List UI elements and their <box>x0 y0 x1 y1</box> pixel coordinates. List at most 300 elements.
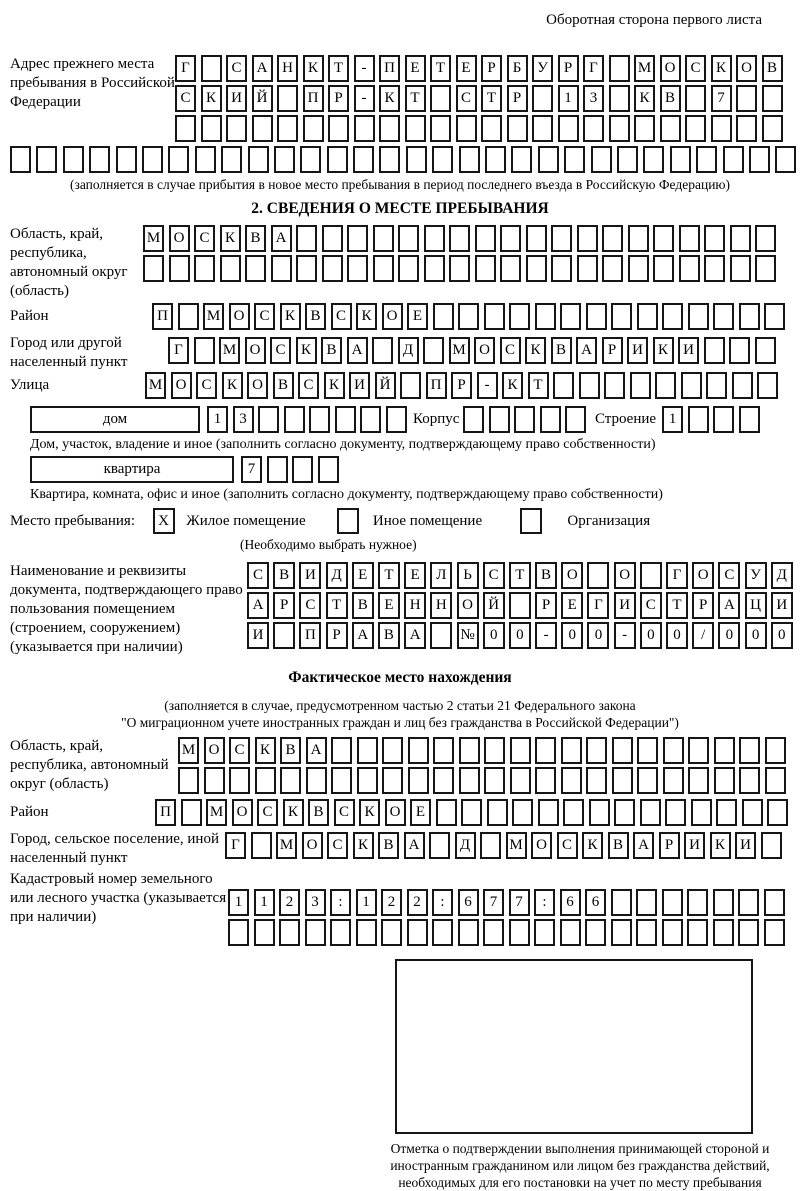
char-box[interactable] <box>252 115 273 142</box>
char-box[interactable] <box>221 146 242 173</box>
char-box[interactable] <box>585 919 606 946</box>
char-box[interactable] <box>458 303 479 330</box>
char-box[interactable] <box>356 919 377 946</box>
char-box[interactable]: 2 <box>279 889 300 916</box>
char-box[interactable] <box>577 255 598 282</box>
char-box[interactable] <box>514 406 535 433</box>
char-box[interactable] <box>764 889 785 916</box>
char-box[interactable]: К <box>653 337 674 364</box>
char-box[interactable]: К <box>255 737 276 764</box>
char-box[interactable]: К <box>280 303 301 330</box>
char-box[interactable]: С <box>299 592 321 619</box>
char-box[interactable]: И <box>735 832 756 859</box>
char-box[interactable] <box>500 225 521 252</box>
char-box[interactable]: Й <box>483 592 505 619</box>
char-box[interactable]: С <box>327 832 348 859</box>
char-box[interactable] <box>459 737 480 764</box>
char-box[interactable] <box>535 303 556 330</box>
char-box[interactable]: П <box>303 85 324 112</box>
char-box[interactable]: Е <box>561 592 583 619</box>
char-box[interactable] <box>204 767 225 794</box>
char-box[interactable] <box>765 737 786 764</box>
char-box[interactable] <box>609 115 630 142</box>
char-box[interactable]: К <box>356 303 377 330</box>
char-box[interactable] <box>685 85 706 112</box>
char-box[interactable] <box>688 767 709 794</box>
char-box[interactable]: А <box>404 832 425 859</box>
char-box[interactable] <box>609 85 630 112</box>
char-box[interactable] <box>487 799 508 826</box>
char-box[interactable] <box>561 767 582 794</box>
char-box[interactable]: 3 <box>233 406 254 433</box>
char-box[interactable] <box>510 737 531 764</box>
char-box[interactable]: В <box>245 225 266 252</box>
char-box[interactable] <box>687 889 708 916</box>
char-box[interactable] <box>327 146 348 173</box>
char-box[interactable] <box>357 767 378 794</box>
char-box[interactable] <box>688 406 709 433</box>
char-box[interactable]: Р <box>507 85 528 112</box>
char-box[interactable]: Е <box>410 799 431 826</box>
char-box[interactable] <box>634 115 655 142</box>
char-box[interactable] <box>637 737 658 764</box>
char-box[interactable]: В <box>660 85 681 112</box>
char-box[interactable]: Е <box>407 303 428 330</box>
char-box[interactable] <box>614 799 635 826</box>
char-box[interactable]: О <box>457 592 479 619</box>
char-box[interactable] <box>433 737 454 764</box>
char-box[interactable] <box>738 919 759 946</box>
char-box[interactable] <box>535 737 556 764</box>
char-box[interactable] <box>255 767 276 794</box>
char-box[interactable] <box>510 767 531 794</box>
char-box[interactable]: 7 <box>711 85 732 112</box>
char-box[interactable] <box>662 303 683 330</box>
char-box[interactable] <box>558 115 579 142</box>
char-box[interactable] <box>436 799 457 826</box>
char-box[interactable] <box>670 146 691 173</box>
char-box[interactable]: С <box>196 372 217 399</box>
char-box[interactable]: - <box>354 55 375 82</box>
char-box[interactable] <box>630 372 651 399</box>
char-box[interactable] <box>406 146 427 173</box>
char-box[interactable] <box>229 767 250 794</box>
char-box[interactable]: 6 <box>585 889 606 916</box>
char-box[interactable] <box>423 337 444 364</box>
char-box[interactable]: 7 <box>483 889 504 916</box>
char-box[interactable] <box>586 767 607 794</box>
char-box[interactable]: М <box>219 337 240 364</box>
char-box[interactable]: Е <box>456 55 477 82</box>
char-box[interactable]: А <box>306 737 327 764</box>
char-box[interactable]: Е <box>352 562 374 589</box>
char-box[interactable]: К <box>201 85 222 112</box>
char-box[interactable] <box>775 146 796 173</box>
char-box[interactable] <box>730 255 751 282</box>
char-box[interactable] <box>484 303 505 330</box>
char-box[interactable] <box>274 146 295 173</box>
char-box[interactable] <box>484 737 505 764</box>
char-box[interactable]: Т <box>481 85 502 112</box>
char-box[interactable]: Т <box>430 55 451 82</box>
char-box[interactable]: 1 <box>228 889 249 916</box>
char-box[interactable]: К <box>353 832 374 859</box>
char-box[interactable]: О <box>247 372 268 399</box>
char-box[interactable] <box>254 919 275 946</box>
char-box[interactable]: 1 <box>254 889 275 916</box>
char-box[interactable] <box>459 146 480 173</box>
char-box[interactable] <box>379 115 400 142</box>
char-box[interactable]: С <box>334 799 355 826</box>
char-box[interactable] <box>432 146 453 173</box>
char-box[interactable] <box>602 225 623 252</box>
char-box[interactable] <box>398 225 419 252</box>
char-box[interactable] <box>532 115 553 142</box>
char-box[interactable] <box>484 767 505 794</box>
char-box[interactable] <box>560 303 581 330</box>
char-box[interactable]: Е <box>378 592 400 619</box>
char-box[interactable] <box>220 255 241 282</box>
char-box[interactable] <box>628 225 649 252</box>
char-box[interactable] <box>449 255 470 282</box>
char-box[interactable] <box>604 372 625 399</box>
char-box[interactable] <box>381 919 402 946</box>
char-box[interactable] <box>279 919 300 946</box>
char-box[interactable]: 1 <box>558 85 579 112</box>
char-box[interactable] <box>742 799 763 826</box>
char-box[interactable]: 0 <box>561 622 583 649</box>
char-box[interactable] <box>178 303 199 330</box>
char-box[interactable] <box>704 255 725 282</box>
char-box[interactable]: К <box>220 225 241 252</box>
char-box[interactable]: Г <box>583 55 604 82</box>
char-box[interactable] <box>347 255 368 282</box>
char-box[interactable]: К <box>379 85 400 112</box>
char-box[interactable]: М <box>276 832 297 859</box>
char-box[interactable] <box>433 767 454 794</box>
char-box[interactable] <box>277 115 298 142</box>
char-box[interactable]: 2 <box>381 889 402 916</box>
char-box[interactable]: Т <box>326 592 348 619</box>
char-box[interactable]: С <box>257 799 278 826</box>
char-box[interactable] <box>764 919 785 946</box>
char-box[interactable]: Й <box>375 372 396 399</box>
char-box[interactable]: В <box>551 337 572 364</box>
char-box[interactable] <box>609 55 630 82</box>
char-box[interactable] <box>424 225 445 252</box>
char-box[interactable]: П <box>155 799 176 826</box>
char-box[interactable]: Ц <box>745 592 767 619</box>
char-box[interactable] <box>713 406 734 433</box>
char-box[interactable]: А <box>252 55 273 82</box>
char-box[interactable] <box>564 146 585 173</box>
char-box[interactable]: Т <box>405 85 426 112</box>
char-box[interactable]: К <box>222 372 243 399</box>
char-box[interactable]: Р <box>558 55 579 82</box>
char-box[interactable]: И <box>771 592 793 619</box>
char-box[interactable] <box>640 562 662 589</box>
char-box[interactable]: П <box>152 303 173 330</box>
char-box[interactable]: С <box>331 303 352 330</box>
char-box[interactable] <box>732 372 753 399</box>
char-box[interactable] <box>296 225 317 252</box>
char-box[interactable]: М <box>203 303 224 330</box>
apartment-type-box[interactable]: квартира <box>30 456 234 483</box>
checkbox-org[interactable] <box>520 508 542 534</box>
char-box[interactable]: Р <box>481 55 502 82</box>
char-box[interactable] <box>386 406 407 433</box>
char-box[interactable] <box>713 889 734 916</box>
char-box[interactable]: Д <box>398 337 419 364</box>
char-box[interactable] <box>353 146 374 173</box>
char-box[interactable]: И <box>678 337 699 364</box>
char-box[interactable] <box>628 255 649 282</box>
char-box[interactable]: К <box>525 337 546 364</box>
char-box[interactable] <box>511 146 532 173</box>
char-box[interactable]: М <box>206 799 227 826</box>
char-box[interactable]: : <box>330 889 351 916</box>
char-box[interactable] <box>463 406 484 433</box>
char-box[interactable] <box>602 255 623 282</box>
char-box[interactable]: В <box>273 562 295 589</box>
char-box[interactable] <box>681 372 702 399</box>
char-box[interactable] <box>500 255 521 282</box>
char-box[interactable]: Д <box>455 832 476 859</box>
char-box[interactable] <box>687 919 708 946</box>
char-box[interactable]: О <box>171 372 192 399</box>
char-box[interactable]: С <box>500 337 521 364</box>
char-box[interactable] <box>662 919 683 946</box>
char-box[interactable]: 6 <box>560 889 581 916</box>
char-box[interactable]: И <box>226 85 247 112</box>
char-box[interactable] <box>665 799 686 826</box>
char-box[interactable] <box>481 115 502 142</box>
char-box[interactable]: С <box>229 737 250 764</box>
char-box[interactable] <box>553 372 574 399</box>
char-box[interactable]: С <box>194 225 215 252</box>
char-box[interactable]: О <box>614 562 636 589</box>
char-box[interactable] <box>583 115 604 142</box>
char-box[interactable] <box>449 225 470 252</box>
char-box[interactable] <box>736 115 757 142</box>
char-box[interactable]: С <box>270 337 291 364</box>
char-box[interactable]: / <box>692 622 714 649</box>
char-box[interactable] <box>551 255 572 282</box>
char-box[interactable] <box>739 767 760 794</box>
char-box[interactable] <box>248 146 269 173</box>
char-box[interactable]: 0 <box>587 622 609 649</box>
char-box[interactable]: К <box>711 55 732 82</box>
char-box[interactable] <box>611 919 632 946</box>
char-box[interactable]: О <box>382 303 403 330</box>
char-box[interactable]: № <box>457 622 479 649</box>
char-box[interactable] <box>89 146 110 173</box>
char-box[interactable] <box>296 255 317 282</box>
char-box[interactable] <box>561 737 582 764</box>
char-box[interactable] <box>277 85 298 112</box>
char-box[interactable]: Ь <box>457 562 479 589</box>
char-box[interactable] <box>653 225 674 252</box>
char-box[interactable] <box>637 767 658 794</box>
char-box[interactable] <box>765 767 786 794</box>
char-box[interactable] <box>586 303 607 330</box>
char-box[interactable] <box>305 919 326 946</box>
char-box[interactable] <box>195 146 216 173</box>
char-box[interactable]: - <box>614 622 636 649</box>
char-box[interactable]: А <box>718 592 740 619</box>
char-box[interactable]: К <box>303 55 324 82</box>
char-box[interactable]: К <box>324 372 345 399</box>
char-box[interactable] <box>142 146 163 173</box>
checkbox-inoe[interactable] <box>337 508 359 534</box>
char-box[interactable]: 2 <box>407 889 428 916</box>
char-box[interactable] <box>284 406 305 433</box>
char-box[interactable]: Р <box>326 622 348 649</box>
char-box[interactable]: - <box>535 622 557 649</box>
char-box[interactable] <box>653 255 674 282</box>
char-box[interactable] <box>372 337 393 364</box>
char-box[interactable]: И <box>299 562 321 589</box>
char-box[interactable] <box>551 225 572 252</box>
char-box[interactable]: О <box>736 55 757 82</box>
char-box[interactable] <box>10 146 31 173</box>
char-box[interactable]: В <box>308 799 329 826</box>
char-box[interactable]: П <box>379 55 400 82</box>
char-box[interactable] <box>273 622 295 649</box>
char-box[interactable] <box>696 146 717 173</box>
char-box[interactable] <box>749 146 770 173</box>
char-box[interactable]: Д <box>326 562 348 589</box>
char-box[interactable] <box>532 85 553 112</box>
char-box[interactable]: С <box>247 562 269 589</box>
char-box[interactable] <box>755 255 776 282</box>
char-box[interactable]: И <box>247 622 269 649</box>
char-box[interactable]: 7 <box>241 456 262 483</box>
char-box[interactable]: Г <box>587 592 609 619</box>
char-box[interactable]: 0 <box>483 622 505 649</box>
char-box[interactable]: Р <box>451 372 472 399</box>
char-box[interactable] <box>354 115 375 142</box>
char-box[interactable]: О <box>232 799 253 826</box>
char-box[interactable] <box>660 115 681 142</box>
char-box[interactable] <box>587 562 609 589</box>
char-box[interactable]: А <box>347 337 368 364</box>
char-box[interactable]: М <box>506 832 527 859</box>
char-box[interactable] <box>456 115 477 142</box>
char-box[interactable] <box>688 303 709 330</box>
char-box[interactable] <box>267 456 288 483</box>
char-box[interactable]: М <box>178 737 199 764</box>
char-box[interactable] <box>761 832 782 859</box>
char-box[interactable] <box>258 406 279 433</box>
char-box[interactable] <box>762 115 783 142</box>
char-box[interactable]: А <box>352 622 374 649</box>
char-box[interactable] <box>663 737 684 764</box>
char-box[interactable] <box>475 225 496 252</box>
char-box[interactable] <box>306 767 327 794</box>
char-box[interactable] <box>331 737 352 764</box>
char-box[interactable] <box>424 255 445 282</box>
char-box[interactable] <box>663 767 684 794</box>
char-box[interactable] <box>430 115 451 142</box>
char-box[interactable] <box>577 225 598 252</box>
char-box[interactable] <box>194 255 215 282</box>
char-box[interactable]: 7 <box>509 889 530 916</box>
char-box[interactable]: 1 <box>662 406 683 433</box>
char-box[interactable]: К <box>283 799 304 826</box>
char-box[interactable] <box>655 372 676 399</box>
char-box[interactable] <box>617 146 638 173</box>
char-box[interactable]: В <box>352 592 374 619</box>
char-box[interactable] <box>292 456 313 483</box>
char-box[interactable] <box>357 737 378 764</box>
char-box[interactable] <box>201 55 222 82</box>
char-box[interactable] <box>328 115 349 142</box>
char-box[interactable]: 0 <box>509 622 531 649</box>
char-box[interactable] <box>408 737 429 764</box>
char-box[interactable]: Н <box>404 592 426 619</box>
char-box[interactable] <box>178 767 199 794</box>
char-box[interactable] <box>526 225 547 252</box>
char-box[interactable]: О <box>245 337 266 364</box>
char-box[interactable] <box>300 146 321 173</box>
char-box[interactable] <box>347 225 368 252</box>
char-box[interactable]: С <box>298 372 319 399</box>
char-box[interactable]: - <box>354 85 375 112</box>
char-box[interactable]: 0 <box>745 622 767 649</box>
char-box[interactable] <box>729 337 750 364</box>
char-box[interactable] <box>36 146 57 173</box>
char-box[interactable]: Р <box>602 337 623 364</box>
char-box[interactable]: А <box>271 225 292 252</box>
char-box[interactable]: 1 <box>356 889 377 916</box>
char-box[interactable] <box>691 799 712 826</box>
char-box[interactable]: М <box>449 337 470 364</box>
char-box[interactable]: Б <box>507 55 528 82</box>
char-box[interactable]: А <box>633 832 654 859</box>
char-box[interactable] <box>245 255 266 282</box>
char-box[interactable] <box>713 919 734 946</box>
char-box[interactable] <box>723 146 744 173</box>
char-box[interactable]: М <box>634 55 655 82</box>
char-box[interactable]: О <box>660 55 681 82</box>
char-box[interactable]: С <box>685 55 706 82</box>
char-box[interactable]: 3 <box>305 889 326 916</box>
char-box[interactable] <box>640 799 661 826</box>
char-box[interactable]: Т <box>378 562 400 589</box>
char-box[interactable] <box>739 406 760 433</box>
char-box[interactable]: Г <box>175 55 196 82</box>
char-box[interactable]: У <box>745 562 767 589</box>
char-box[interactable] <box>459 767 480 794</box>
char-box[interactable]: С <box>557 832 578 859</box>
char-box[interactable] <box>458 919 479 946</box>
checkbox-zhiloe[interactable]: X <box>153 508 175 534</box>
char-box[interactable] <box>755 337 776 364</box>
char-box[interactable] <box>730 225 751 252</box>
char-box[interactable]: В <box>608 832 629 859</box>
char-box[interactable]: : <box>534 889 555 916</box>
char-box[interactable]: П <box>426 372 447 399</box>
char-box[interactable]: В <box>378 832 399 859</box>
char-box[interactable] <box>280 767 301 794</box>
char-box[interactable] <box>611 889 632 916</box>
char-box[interactable] <box>685 115 706 142</box>
char-box[interactable]: Л <box>430 562 452 589</box>
char-box[interactable] <box>565 406 586 433</box>
char-box[interactable]: В <box>305 303 326 330</box>
char-box[interactable] <box>534 919 555 946</box>
